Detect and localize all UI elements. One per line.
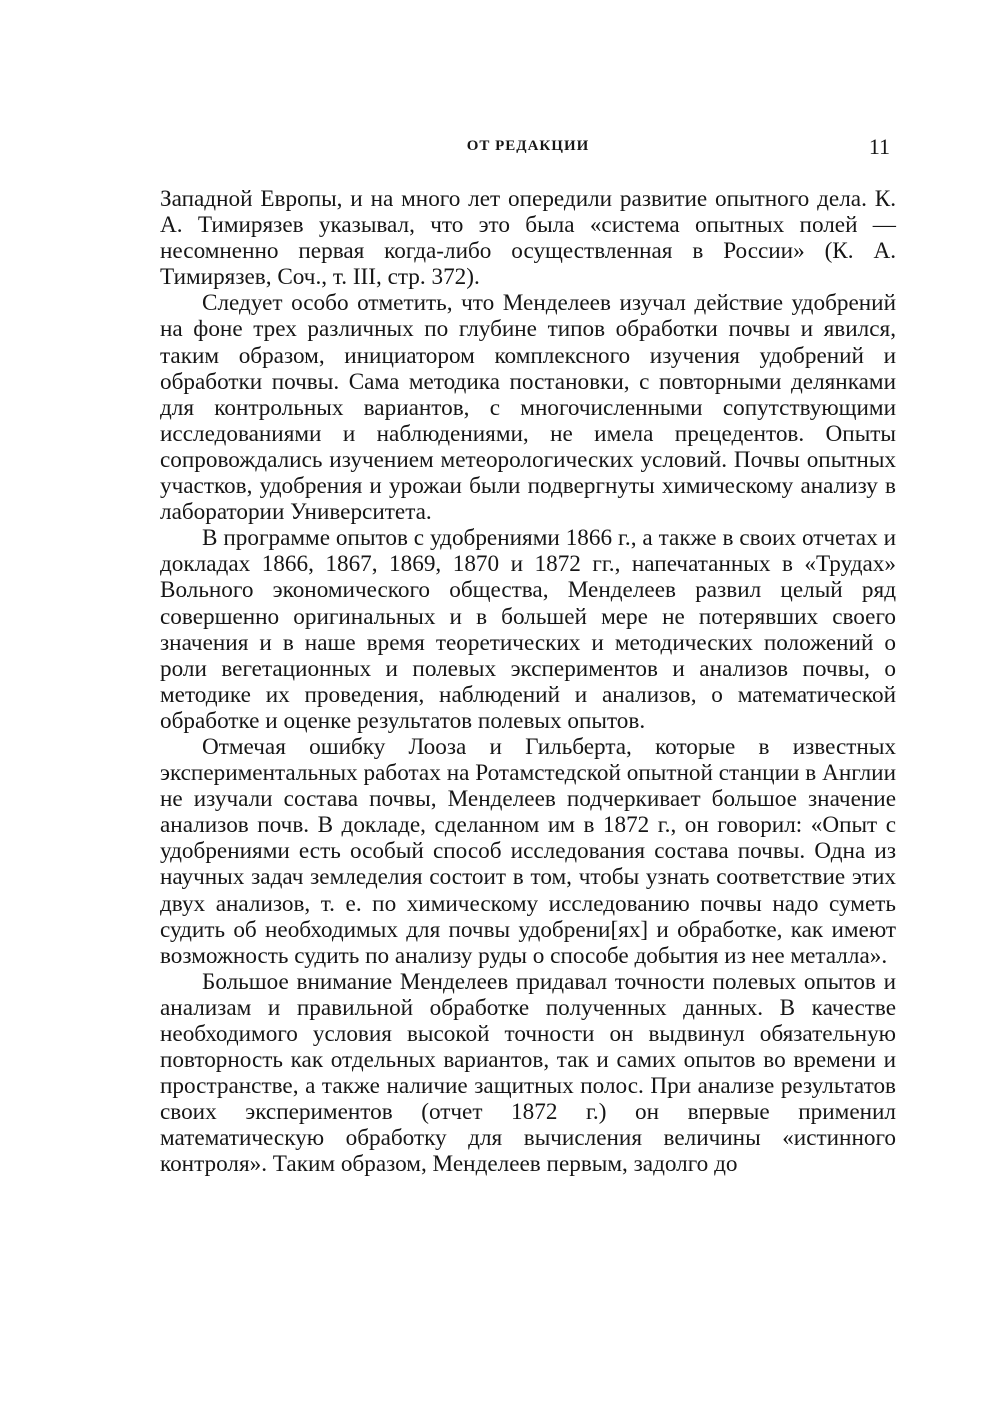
running-title: ОТ РЕДАКЦИИ <box>466 138 590 154</box>
page-number: 11 <box>868 134 890 159</box>
paragraph-5: Большое внимание Менделеев придавал точности полевых опытов и анализам и правильной обработке полученных данных. В качестве необходимого условия высокой точности он выдвинул обязательную повторность как отдельных вариантов, так и самих опытов во времени и пространстве, а также наличие защитных полос. При анализе результатов своих экспериментов (отчет 1872 г.) он впервые применил математическую обработку для вычисления величины «истинного контроля». Таким образом, Менделеев первым, задолго до <box>160 968 896 1178</box>
running-head <box>160 134 896 168</box>
paragraph-1: Западной Европы, и на много лет опередили развитие опытного дела. К. А. Тимирязев указывал, что это была «система опытных полей — несомненно первая когда-либо осуществленная в России» (К. А. Тимирязев, Соч., т. III, стр. 372). <box>160 186 896 291</box>
paragraph-3: В программе опытов с удобрениями 1866 г., а также в своих отчетах и докладах 1866, 1867, 1869, 1870 и 1872 гг., напечатанных в «Трудах» Вольного экономического общества, Менделеев развил целый ряд совершенно оригинальных и в большей мере не потерявших своего значения и в наше время теоретических и методических положений о роли вегетационных и полевых экспериментов и анализов почвы, о методике их проведения, наблюдений и анализов, о математической обработке и оценке результатов полевых опытов. <box>160 525 896 734</box>
paragraph-4: Отмечая ошибку Лооза и Гильберта, которые в известных экспериментальных работах на Ротамстедской опытной станции в Англии не изучали состава почвы, Менделеев подчеркивает большое значение анализов почв. В докладе, сделанном им в 1872 г., он говорил: «Опыт с удобрениями есть особый способ исследования состава почвы. Одна из научных задач земледелия состоит в том, чтобы узнать соответствие этих двух анализов, т. е. по химическому исследованию почвы надо суметь судить об необходимых для почвы удобрени[ях] и обработке, как имеют возможность судить по анализу руды о способе добытия из нее металла». <box>160 733 896 969</box>
body-text <box>160 186 896 1178</box>
paragraph-2: Следует особо отметить, что Менделеев изучал действие удобрений на фоне трех различных по глубине типов обработки почвы и явился, таким образом, инициатором комплексного изучения удобрений и обработки почвы. Сама методика постановки, с повторными делянками для контрольных вариантов, с многочисленными сопутствующими исследованиями и наблюдениями, не имела прецедентов. Опыты сопровождались изучением метеорологических условий. Почвы опытных участков, удобрения и урожаи были подвергнуты химическому анализу в лаборатории Университета. <box>160 290 896 526</box>
